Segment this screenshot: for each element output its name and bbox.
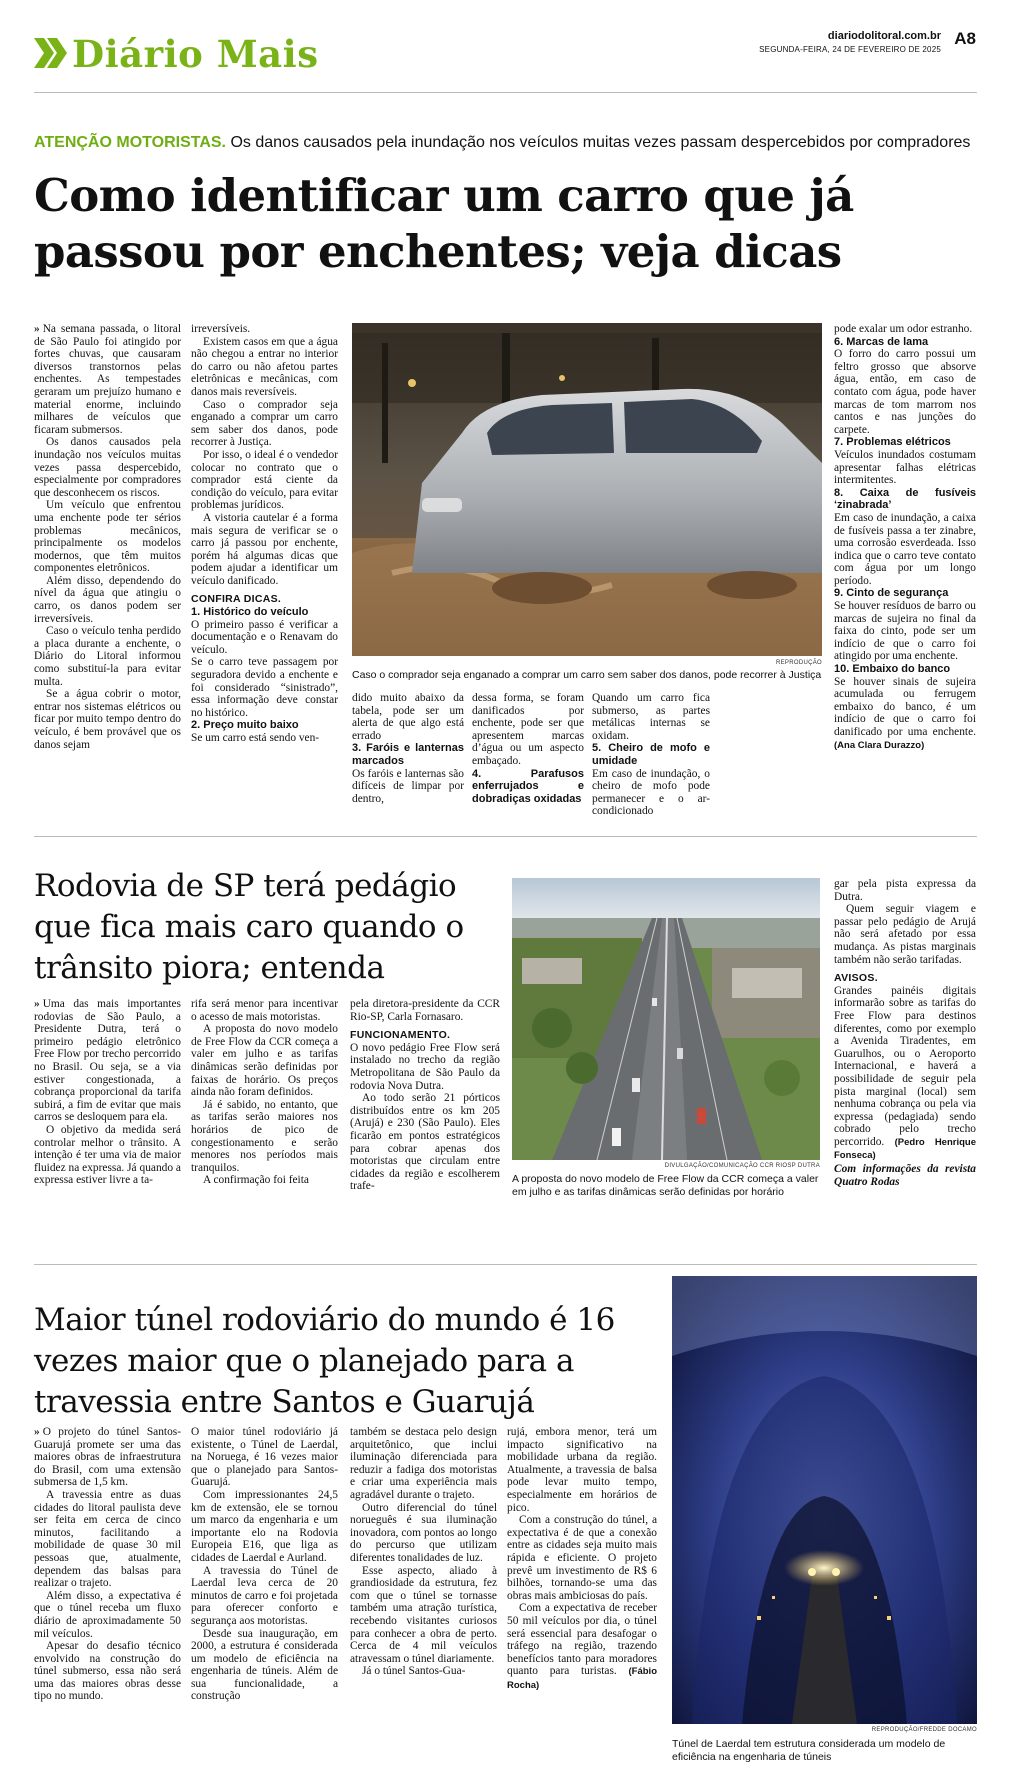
tip-title: 2. Preço muito baixo [191, 719, 299, 732]
tip-title: 5. Cheiro de mofo e umidade [592, 742, 710, 767]
paragraph: Os faróis e lanternas são difíceis de limpar por dentro, [352, 767, 464, 805]
paragraph: pela diretora-presidente da CCR Rio-SP, Carla Fornasaro. [350, 998, 500, 1023]
story3-col4 [507, 1426, 657, 1692]
photo-flooded-car [352, 323, 822, 656]
subheading-tips: CONFIRA DICAS. [191, 593, 282, 606]
paragraph: Existem casos em que a água não chegou a entrar no interior do carro ou não afetou partes eletrônicas e mecânicas, com danos mais reversíveis. [191, 335, 338, 398]
brand-title: Diário Mais [72, 32, 319, 76]
paragraph: Apesar do desafio técnico envolvido na construção do túnel submerso, essa não será uma das maiores obras desse tipo no mundo. [34, 1640, 181, 1703]
story3-headline: Maior túnel rodoviário do mundo é 16 vezes maior que o planejado para a travessia entre Santos e Guarujá [34, 1302, 615, 1420]
paragraph: Por isso, o ideal é o vendedor colocar no contrato que o comprador está ciente da condição do veículo, para evitar problemas jurídicos. [191, 448, 338, 512]
paragraph: A travessia do Túnel de Laerdal leva cerca de 20 minutos de carro e foi projetada para oferecer conforto e segurança aos motoristas. [191, 1564, 338, 1627]
paragraph: Com a expectativa de receber 50 mil veículos por dia, o túnel será essencial para desafogar o tráfego na região, trazendo benefícios tanto para moradores quanto para turistas. (Fábio Rocha) [507, 1602, 657, 1691]
story2-col3 [350, 998, 500, 1193]
paragraph: Veículos inundados costumam apresentar falhas elétricas intermitentes. [834, 448, 976, 487]
paragraph: Se o carro teve passagem por seguradora devido a enchente e foi considerado “sinistrado”, essa informação deve constar no histórico. [191, 656, 338, 719]
paragraph: Quem seguir viagem e passar pelo pedágio de Arujá não será afetado por essa mudança. As pistas marginais também não serão tarifadas. [834, 903, 976, 966]
tip-title: 9. Cinto de segurança [834, 587, 949, 600]
paragraph: pode exalar um odor estranho. [834, 323, 973, 335]
story1-col2 [191, 323, 338, 745]
tip-title: 3. Faróis e lanternas marcados [352, 742, 464, 767]
paragraph: Além disso, a expectativa é que o túnel receba um fluxo diário de aproximadamente 50 mil veículos. [34, 1589, 181, 1640]
paragraph: Outro diferencial do túnel norueguês é sua iluminação inovadora, com pontos ao longo do percurso que utilizam diferentes tonalidades de luz. [350, 1501, 497, 1564]
paragraph: Além disso, dependendo do nível da água que atingiu o carro, os danos podem ser irreversíveis. [34, 574, 181, 625]
tip-title: 6. Marcas de lama [834, 335, 929, 348]
paragraph: dido muito abaixo da tabela, pode ser um alerta de que algo está errado [352, 692, 464, 742]
story2-col1 [34, 998, 181, 1187]
paragraph: O maior túnel rodoviário já existente, o Túnel de Laerdal, na Noruega, é 16 vezes maior que o planejado para Santos-Guarujá. [191, 1426, 338, 1489]
tip-title: 10. Embaixo do banco [834, 663, 951, 676]
paragraph: » Uma das mais importantes rodovias de São Paulo, a Presidente Dutra, terá o primeiro pedágio eletrônico Free Flow por trecho percorrido no Brasil. Ou seja, se a via estiver congestionada, a cobrança proporcional da tarifa subirá, a fim de evitar que mais carros se desloquem para ela. [34, 998, 181, 1124]
photo3-caption: Túnel de Laerdal tem estrutura considerada um modelo de eficiência na engenharia de túneis [672, 1738, 946, 1763]
paragraph: O forro do carro possui um feltro grosso que absorve água, então, em caso de contato com água, pode haver marcas de tom marrom nos cantos e nas junções do carpete. [834, 348, 976, 436]
photo2-caption: A proposta do novo modelo de Free Flow da CCR começa a valer em julho e as tarifas dinâmicas serão definidas por horário [512, 1173, 819, 1198]
section-divider [34, 836, 977, 837]
header-divider [34, 92, 977, 93]
paragraph: gar pela pista expressa da Dutra. [834, 878, 976, 903]
story2-headline: Rodovia de SP terá pedágio que fica mais caro quando o trânsito piora; entenda [34, 868, 464, 986]
paragraph: Em caso de inundação, a caixa de fusíveis passa a ter zinabre, uma corrosão esverdeada. Isso indica que o carro teve contato com água por um longo período. [834, 511, 976, 587]
tip-title: 8. Caixa de fusíveis ‘zinabrada’ [834, 486, 976, 512]
raquo-icon: » [34, 1426, 40, 1438]
paragraph: Se um carro está sendo ven- [191, 732, 320, 744]
raquo-icon: » [34, 323, 40, 335]
paragraph: Esse aspecto, aliado à grandiosidade da estrutura, fez com que o túnel se tornasse também uma atração turística, recebendo visitantes curiosos para conhecer a obra de perto. Cerca de 4 mil veículos atravessam o túnel diariamente. [350, 1564, 497, 1665]
paragraph: A travessia entre as duas cidades do litoral paulista deve ser feita em cerca de cinco minutos, facilitando a mobilidade de quase 30 mil pessoas que, atualmente, dependem das balsas para realizar o trajeto. [34, 1488, 181, 1590]
story1-col3 [352, 692, 464, 805]
byline: (Fábio Rocha) [507, 1666, 657, 1691]
paragraph: Com impressionantes 24,5 km de extensão, ele se tornou um marco da engenharia e um importante elo na Rodovia Europeia E16, que liga as cidades de Laerdal e Aurland. [191, 1488, 338, 1564]
paragraph: O objetivo da medida será controlar melhor o trânsito. A intenção é ter uma via de maior fluidez na expressa. Já quando a expressa estiver livre a ta- [34, 1123, 181, 1187]
paragraph: » O projeto do túnel Santos-Guarujá promete ser uma das maiores obras de infraestrutura do Brasil, com uma extensão submersa de 1,5 km. [34, 1426, 181, 1489]
story1-col5 [592, 692, 710, 818]
kicker-text: Os danos causados pela inundação nos veículos muitas vezes passam despercebidos por compradores [230, 134, 971, 151]
story3-col3 [350, 1426, 497, 1678]
tip-title: 7. Problemas elétricos [834, 436, 951, 449]
story3-col2 [191, 1426, 338, 1703]
paragraph: Se houver sinais de sujeira acumulada ou ferrugem embaixo do banco, é um indício de que o carro foi danificado por uma enchente. (Ana Clara Durazzo) [834, 675, 976, 751]
section-divider [34, 1264, 977, 1265]
paragraph: Se a água cobrir o motor, entrar nos sistemas elétricos ou ficar por muito tempo dentro do veículo, é bem provável que os danos sejam [34, 688, 181, 751]
paragraph: Desde sua inauguração, em 2000, a estrutura é considerada um modelo de eficiência na engenharia de túneis. Além de sua funcionalidade, a construção [191, 1627, 338, 1703]
paragraph: A confirmação foi feita [203, 1174, 309, 1187]
byline: (Pedro Henrique Fonseca) [834, 1136, 976, 1162]
byline: (Ana Clara Durazzo) [834, 739, 925, 751]
page-number: A8 [954, 29, 976, 48]
photo1-caption: Caso o comprador seja enganado a comprar um carro sem saber dos danos, pode recorrer à Justiça [352, 669, 822, 681]
paragraph: dessa forma, se foram danificados por enchente, pode ser que apresentem marcas d’água ou um aspecto embaçado. [472, 692, 584, 767]
site-info [759, 30, 941, 56]
paragraph: rifa será menor para incentivar o acesso de mais motoristas. [191, 998, 338, 1023]
site-url[interactable]: diariodolitoral.com.br [827, 30, 941, 42]
paragraph: Os danos causados pela inundação nos veículos muitas vezes passa despercebido, especialmente por compradores que desconhecem os riscos. [34, 436, 181, 499]
edition-date: SEGUNDA-FEIRA, 24 DE FEVEREIRO DE 2025 [759, 45, 941, 54]
story1-col4 [472, 692, 584, 805]
paragraph: Caso o veículo tenha perdido a placa durante a enchente, o Diário do Litoral informou como substituí-la para evitar multa. [34, 625, 181, 688]
paragraph: O primeiro passo é verificar a documentação e o Renavam do veículo. [191, 618, 338, 656]
paragraph: Um veículo que enfrentou uma enchente pode ter sérios problemas mecânicos, principalmente os modelos modernos, que têm muitos componentes eletrônicos. [34, 499, 181, 575]
photo1-credit: REPRODUÇÃO [775, 660, 822, 666]
subheading: FUNCIONAMENTO. [350, 1029, 451, 1042]
source-credit: Com informações da revista Quatro Rodas [834, 1163, 976, 1188]
paragraph: Com a construção do túnel, a expectativa é de que a conexão entre as cidades seja muito mais rápida e eficiente. O projeto prevê um investimento de R$ 6 bilhões, tornando-se uma das obras mais ambiciosas do país. [507, 1514, 657, 1602]
kicker-label: ATENÇÃO MOTORISTAS. [34, 134, 226, 151]
paragraph: O novo pedágio Free Flow será instalado no trecho da região Metropolitana de São Paulo da rodovia Nova Dutra. [350, 1041, 500, 1092]
story1-kicker [34, 134, 970, 152]
tip-title: 4. Parafusos enferrujados e dobradiças oxidadas [472, 767, 584, 805]
paragraph: A vistoria cautelar é a forma mais segura de verificar se o carro já passou por enchente, porém há algumas dicas que podem ajudar a identificar um veículo danificado. [191, 511, 338, 587]
photo-highway [512, 878, 820, 1160]
story2-col4 [834, 878, 976, 1188]
photo-tunnel [672, 1276, 977, 1724]
story1-headline: Como identificar um carro que já passou por enchentes; veja dicas [34, 169, 854, 278]
paragraph: A proposta do novo modelo de Free Flow da CCR começa a valer em julho e as tarifas dinâmicas serão definidas por faixas de horário. Os preços ainda não foram definidos. [191, 1023, 338, 1099]
paragraph: Caso o comprador seja enganado a comprar um carro sem saber dos danos, pode recorrer à Justiça. [191, 398, 338, 449]
paragraph: » Na semana passada, o litoral de São Paulo foi atingido por fortes chuvas, que causaram diversos transtornos pelas enchentes. As tempestades geraram um prejuízo humano e material enorme, incluindo milhares de veículos que ficaram submersos. [34, 323, 181, 436]
paragraph: Quando um carro fica submerso, as partes metálicas internas se oxidam. [592, 692, 710, 742]
paragraph: Grandes painéis digitais informarão sobre as tarifas do Free Flow para destinos diferentes, como por exemplo a Avenida Tiradentes, em Guarulhos, ou o Aeroporto Internacional, e haverá a possibilidade de seguir pela pista marginal (local) sem nenhuma cobrança ou pela via expressa (pedagiada) sendo cobrado pelo trecho percorrido. (Pedro Henrique Fonseca) [834, 984, 976, 1162]
paragraph: irreversíveis. [191, 323, 251, 335]
paragraph: Se houver resíduos de barro ou marcas de sujeira no final da faixa do cinto, pode ser um indício de que o carro foi atingido por uma enchente. [834, 600, 976, 663]
story1-col6 [834, 323, 976, 752]
photo3-credit: REPRODUÇÃO/FREDDE DOCAMO [871, 1727, 977, 1733]
paragraph: também se destaca pelo design arquitetônico, que inclui iluminação diferenciada para reduzir a fadiga dos motoristas e criar uma experiência mais agradável durante o trajeto. [350, 1426, 497, 1501]
photo2-credit: DIVULGAÇÃO/COMUNICAÇÃO CCR RIOSP DUTRA [664, 1163, 820, 1169]
subheading: AVISOS. [834, 972, 878, 985]
story1-col1 [34, 323, 181, 751]
story2-col2 [191, 998, 338, 1187]
chevron-logo-icon [34, 38, 68, 68]
paragraph: Já o túnel Santos-Gua- [362, 1665, 466, 1678]
raquo-icon: » [34, 998, 40, 1010]
paragraph: Já é sabido, no entanto, que as tarifas serão maiores nos horários de pico de congestionamento e serão menores nos períodos mais tranquilos. [191, 1098, 338, 1174]
paragraph: rujá, embora menor, terá um impacto significativo na mobilidade urbana da região. Atualmente, a travessia de balsa pode levar muito tempo, especialmente em horários de pico. [507, 1426, 657, 1514]
tip-title: 1. Histórico do veículo [191, 606, 309, 619]
story3-col1 [34, 1426, 181, 1703]
paragraph: Ao todo serão 21 pórticos distribuídos entre os km 205 (Arujá) e 230 (São Paulo). Eles ficarão em pontos estratégicos para cobrar apenas dos motoristas que circulam entre cidades da região e escolherem trafe- [350, 1092, 500, 1193]
paragraph: Em caso de inundação, o cheiro de mofo pode permanecer e o ar-condicionado [592, 767, 710, 818]
